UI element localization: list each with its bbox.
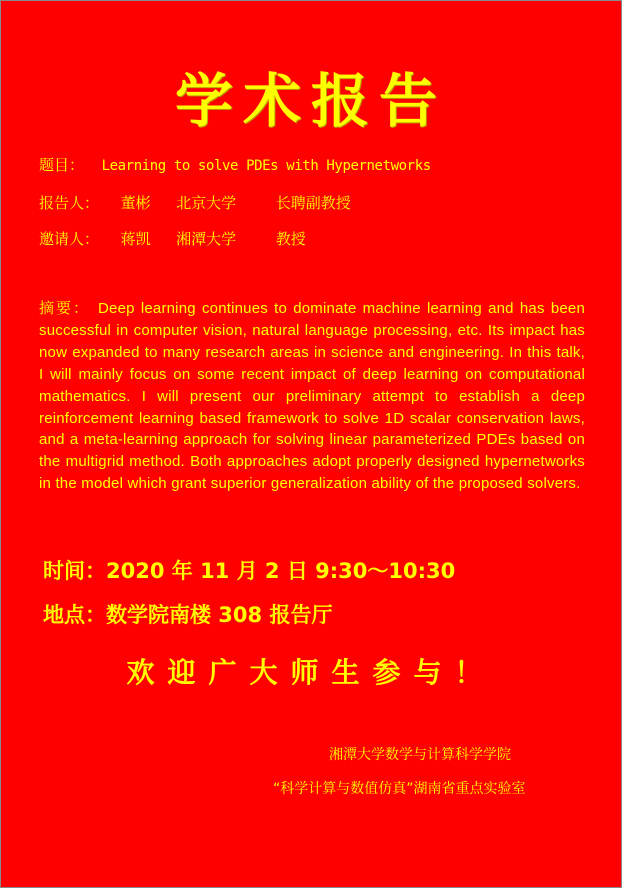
poster-title: 学术报告 — [174, 67, 447, 135]
abstract-label: 摘要： — [39, 300, 90, 317]
organizer: 湘潭大学数学与计算科学学院 — [329, 747, 511, 763]
abstract-text: Deep learning continues to dominate machine learning and has been successful in computer vision, natural language processing, etc. Its impact has now expanded to many research areas in science and engineering. In this talk, I will mainly focus on some recent impact of deep learning on computational mathematics. I will present our preliminary attempt to establish a deep reinforcement learning based framework to solve 1D scalar conservation laws, and a meta-learning approach for solving linear parameterized PDEs based on the multigrid method. Both approaches adopt properly designed hypernetworks in the model which grant superior generalization ability of the proposed solvers. — [39, 300, 585, 493]
time-value: 2020 年 11 月 2 日 9:30～10:30 — [106, 559, 456, 583]
time-line — [43, 557, 455, 585]
location-line — [43, 601, 332, 629]
speaker-name: 董彬 — [120, 194, 151, 212]
location-value: 数学院南楼 308 报告厅 — [106, 603, 333, 627]
speaker-affiliation: 北京大学 — [176, 194, 237, 212]
speaker-line — [39, 193, 351, 213]
inviter-affiliation: 湘潭大学 — [176, 230, 237, 248]
topic-label: 题目： — [39, 156, 85, 174]
speaker-label: 报告人： — [39, 194, 100, 212]
speaker-position: 长聘副教授 — [275, 194, 351, 212]
topic-text: Learning to solve PDEs with Hypernetworks — [101, 158, 431, 174]
inviter-name: 蒋凯 — [120, 230, 151, 248]
topic-line — [39, 155, 431, 176]
abstract — [39, 298, 585, 495]
inviter-line — [39, 229, 306, 249]
inviter-label: 邀请人： — [39, 230, 100, 248]
time-label: 时间： — [43, 559, 106, 583]
location-label: 地点： — [43, 603, 106, 627]
inviter-position: 教授 — [275, 230, 306, 248]
lab-name: “科学计算与数值仿真”湖南省重点实验室 — [273, 781, 526, 797]
welcome-message: 欢迎广大师生参与！ — [126, 656, 496, 689]
